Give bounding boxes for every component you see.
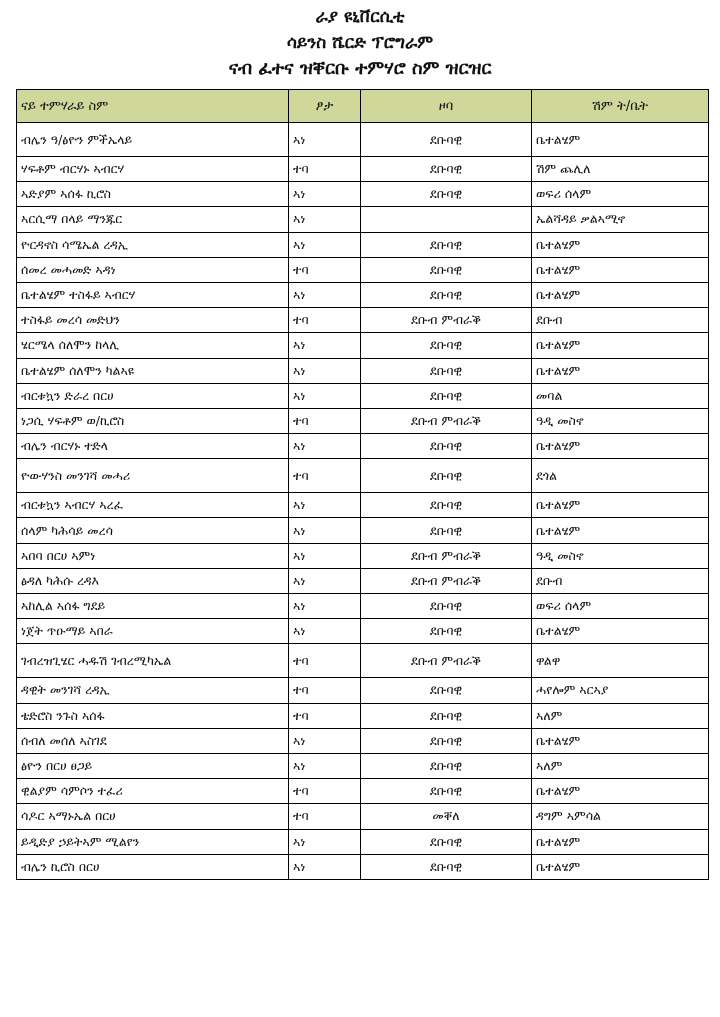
student-name-cell: ይዲድያ ኃይትኣም ሚልየን (17, 829, 289, 854)
column-header-school: ሽም ት/ቤት (532, 90, 709, 123)
zone-cell: ደቡባዊ (361, 257, 532, 282)
sex-cell: ተባ (289, 644, 361, 678)
student-name-cell: ቤተልሄም ተስፋይ ኣብርሃ (17, 282, 289, 307)
sex-cell: ኣነ (289, 282, 361, 307)
sex-cell: ኣነ (289, 333, 361, 358)
zone-cell: ደቡባዊ (361, 358, 532, 383)
table-row (17, 207, 709, 232)
school-cell: ቤተልሄም (532, 829, 709, 854)
zone-cell: ደቡባዊ (361, 779, 532, 804)
sex-cell: ኣነ (289, 207, 361, 232)
sex-cell: ኣነ (289, 182, 361, 207)
school-cell: ቤተልሄም (532, 333, 709, 358)
student-name-cell: ዮርዳኖስ ሳሜኤል ረዳኢ (17, 232, 289, 257)
column-header-zone: ዞባ (361, 90, 532, 123)
student-name-cell: ዳዊት መንገሻ ረዳኢ (17, 678, 289, 703)
zone-cell: ደቡባዊ (361, 232, 532, 257)
student-list-table (16, 89, 709, 880)
table-row (17, 804, 709, 829)
table-row (17, 543, 709, 568)
sex-cell: ተባ (289, 459, 361, 493)
table-row (17, 619, 709, 644)
student-name-cell: ብሌን ኪሮስ በርሀ (17, 854, 289, 879)
student-name-cell: ነጋሲ ሃፍቶም ወ/ኪሮስ (17, 408, 289, 433)
student-name-cell: ዮውሃንስ መንገሻ መሓሪ (17, 459, 289, 493)
table-row (17, 123, 709, 157)
table-row (17, 232, 709, 257)
sex-cell: ኣነ (289, 854, 361, 879)
zone-cell: ደቡባዊ (361, 753, 532, 778)
school-cell: ቤተልሄም (532, 434, 709, 459)
column-header-name: ናይ ተምሃራይ ስም (17, 90, 289, 123)
school-cell: ኤልሻዳይ ቃልኣሚኖ (532, 207, 709, 232)
table-row (17, 753, 709, 778)
sex-cell: ተባ (289, 157, 361, 182)
sex-cell: ተባ (289, 804, 361, 829)
sex-cell: ተባ (289, 779, 361, 804)
student-name-cell: ፅዮን በርሀ ፀጋይ (17, 753, 289, 778)
sex-cell: ኣነ (289, 493, 361, 518)
sex-cell: ኣነ (289, 518, 361, 543)
university-title: ራያ ዩኒቨርሲቲ (315, 7, 405, 27)
table-header-row (17, 90, 709, 123)
zone-cell: ደቡባዊ (361, 703, 532, 728)
sex-cell: ኣነ (289, 753, 361, 778)
sex-cell: ተባ (289, 703, 361, 728)
sex-cell: ኣነ (289, 568, 361, 593)
zone-cell: ደቡባዊ (361, 619, 532, 644)
school-cell: ወፍሪ ሰላም (532, 182, 709, 207)
zone-cell: ደቡብ ምብራቕ (361, 568, 532, 593)
school-cell: ቤተልሄም (532, 282, 709, 307)
table-row (17, 854, 709, 879)
zone-cell: ደቡባዊ (361, 434, 532, 459)
table-row (17, 459, 709, 493)
school-cell: ደቡብ (532, 568, 709, 593)
table-row (17, 383, 709, 408)
column-header-sex: ፆታ (289, 90, 361, 123)
zone-cell: ደቡብ ምብራቕ (361, 408, 532, 433)
school-cell: ሓየሎም ኣርኣያ (532, 678, 709, 703)
student-name-cell: ተስፋይ መረሳ መድህን (17, 308, 289, 333)
zone-cell: ደቡባዊ (361, 383, 532, 408)
table-row (17, 308, 709, 333)
zone-cell: ደቡባዊ (361, 459, 532, 493)
school-cell: ዓዲ መስኖ (532, 543, 709, 568)
student-name-cell: ሳዶር ኣማኑኤል በርሀ (17, 804, 289, 829)
sex-cell: ኣነ (289, 543, 361, 568)
student-name-cell: ብሌን ብርሃኑ ተድላ (17, 434, 289, 459)
school-cell: ቤተልሄም (532, 854, 709, 879)
school-cell: ቤተልሄም (532, 358, 709, 383)
school-cell: ቤተልሄም (532, 123, 709, 157)
table-row (17, 594, 709, 619)
zone-cell (361, 207, 532, 232)
school-cell: ኣለም (532, 753, 709, 778)
school-cell: ኣለም (532, 703, 709, 728)
program-title: ሳይንስ ሼርድ ፕሮግራም (286, 33, 434, 53)
zone-cell: ደቡባዊ (361, 829, 532, 854)
table-row (17, 257, 709, 282)
school-cell: ዳግም ኣምሳል (532, 804, 709, 829)
sex-cell: ኣነ (289, 383, 361, 408)
student-name-cell: ገብረዝጊሄር ሓዱሽ ገብረሚካኤል (17, 644, 289, 678)
student-name-cell: ኣበባ በርሀ ኣምነ (17, 543, 289, 568)
table-row (17, 358, 709, 383)
zone-cell: መቐለ (361, 804, 532, 829)
zone-cell: ደቡብ ምብራቕ (361, 308, 532, 333)
zone-cell: ደቡብ ምብራቕ (361, 543, 532, 568)
sex-cell: ኣነ (289, 594, 361, 619)
student-name-cell: ዊልያም ሳምሶን ተፈሪ (17, 779, 289, 804)
table-row (17, 568, 709, 593)
table-row (17, 779, 709, 804)
school-cell: ቤተልሄም (532, 728, 709, 753)
zone-cell: ደቡባዊ (361, 594, 532, 619)
student-name-cell: ፅዳለ ካሕሱ ረዳእ (17, 568, 289, 593)
document-header (0, 4, 720, 82)
zone-cell: ደቡባዊ (361, 518, 532, 543)
zone-cell: ደቡባዊ (361, 123, 532, 157)
school-cell: ዋልዋ (532, 644, 709, 678)
table-body (17, 123, 709, 880)
student-name-cell: ኣድያም ኣሰፋ ኪሮስ (17, 182, 289, 207)
table-row (17, 493, 709, 518)
zone-cell: ደቡባዊ (361, 493, 532, 518)
school-cell: ቤተልሄም (532, 232, 709, 257)
school-cell: ቤተልሄም (532, 493, 709, 518)
school-cell: ዓዲ መስኖ (532, 408, 709, 433)
school-cell: ቤተልሄም (532, 779, 709, 804)
table-row (17, 282, 709, 307)
student-name-cell: ሃፍቶም ብርሃኑ ኣብርሃ (17, 157, 289, 182)
sex-cell: ኣነ (289, 358, 361, 383)
sex-cell: ኣነ (289, 232, 361, 257)
table-row (17, 829, 709, 854)
zone-cell: ደቡብ ምብራቕ (361, 644, 532, 678)
table-row (17, 434, 709, 459)
table-row (17, 182, 709, 207)
sex-cell: ተባ (289, 408, 361, 433)
zone-cell: ደቡባዊ (361, 854, 532, 879)
school-cell: ሽም ጨሊለ (532, 157, 709, 182)
list-title: ናብ ፈተና ዝቐርቡ ተምሃሮ ስም ዝርዝር (228, 58, 492, 79)
student-name-cell: ብርቱኳን ድራረ በርሀ (17, 383, 289, 408)
student-name-cell: ሰላም ካሕሳይ መረሳ (17, 518, 289, 543)
school-cell: ደጎል (532, 459, 709, 493)
zone-cell: ደቡባዊ (361, 182, 532, 207)
table-row (17, 408, 709, 433)
table-row (17, 644, 709, 678)
sex-cell: ኣነ (289, 728, 361, 753)
sex-cell: ተባ (289, 678, 361, 703)
student-name-cell: ሰመረ መሓመድ ኣዳነ (17, 257, 289, 282)
school-cell: ቤተልሄም (532, 518, 709, 543)
school-cell: ወፍሪ ሰላም (532, 594, 709, 619)
student-name-cell: ቤተልሄም ሰለሞን ካልኣዩ (17, 358, 289, 383)
student-name-cell: ኣከሊል ኣሰፋ ግደይ (17, 594, 289, 619)
sex-cell: ኣነ (289, 619, 361, 644)
school-cell: ደቡብ (532, 308, 709, 333)
table-row (17, 703, 709, 728)
student-name-cell: ብሌን ዓ/ፅዮን ምችኤላይ (17, 123, 289, 157)
zone-cell: ደቡባዊ (361, 157, 532, 182)
student-name-cell: ቴድሮስ ንጉስ ኣሰፋ (17, 703, 289, 728)
student-name-cell: ነጀት ጥዑማይ ኣበራ (17, 619, 289, 644)
zone-cell: ደቡባዊ (361, 282, 532, 307)
zone-cell: ደቡባዊ (361, 333, 532, 358)
table-row (17, 678, 709, 703)
student-name-cell: ሰብለ መሰለ ኣስገደ (17, 728, 289, 753)
zone-cell: ደቡባዊ (361, 678, 532, 703)
sex-cell: ኣነ (289, 123, 361, 157)
table-row (17, 333, 709, 358)
sex-cell: ተባ (289, 257, 361, 282)
school-cell: መባል (532, 383, 709, 408)
table-row (17, 518, 709, 543)
sex-cell: ተባ (289, 308, 361, 333)
zone-cell: ደቡባዊ (361, 728, 532, 753)
sex-cell: ኣነ (289, 829, 361, 854)
sex-cell: ኣነ (289, 434, 361, 459)
table-row (17, 728, 709, 753)
school-cell: ቤተልሄም (532, 619, 709, 644)
student-name-cell: ብርቱኳን ኣብርሃ ኣረፈ (17, 493, 289, 518)
student-name-cell: ኣርሲማ በላይ ማንጁር (17, 207, 289, 232)
student-name-cell: ሄርሜላ ሰለሞን ከላሊ (17, 333, 289, 358)
school-cell: ቤተልሄም (532, 257, 709, 282)
table-row (17, 157, 709, 182)
